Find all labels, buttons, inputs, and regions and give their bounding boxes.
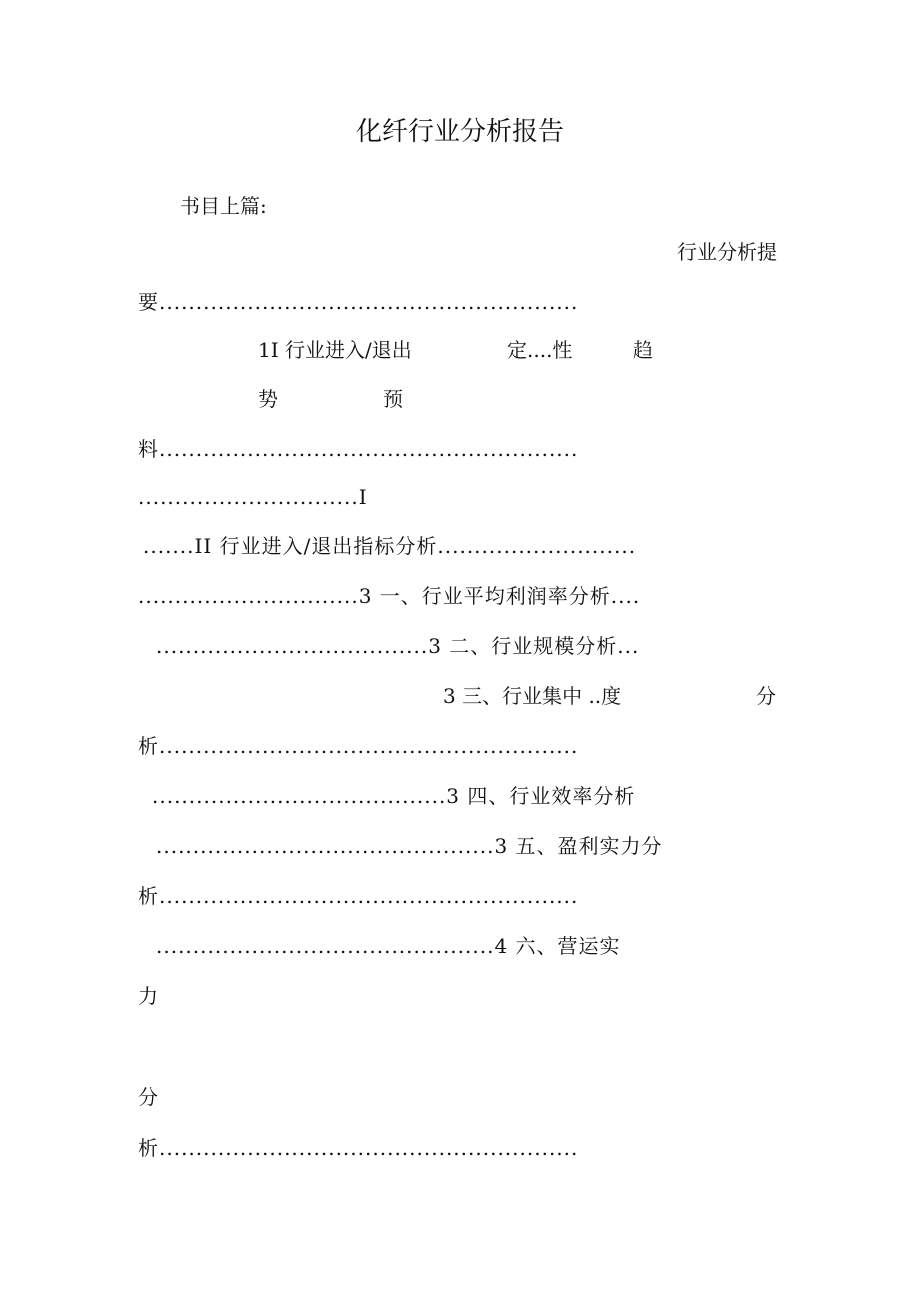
toc-line-5: 趋	[633, 338, 653, 362]
toc-line-18: 析.........................................................	[138, 884, 579, 908]
toc-line-10: .......II 行业进入/退出指标分析...........................	[143, 534, 637, 558]
toc-line-1: 行业分析提	[677, 240, 777, 264]
page-title: 化纤行业分析报告	[355, 117, 564, 147]
toc-line-9: ..............................I	[138, 485, 368, 509]
toc-line-2: 要.........................................................	[138, 290, 579, 314]
toc-line-14: 分	[756, 684, 776, 708]
toc-heading: 书目上篇:	[180, 194, 267, 218]
toc-line-7: 预	[383, 387, 403, 411]
toc-line-16: ........................................3 四、行业效率分析	[152, 784, 636, 808]
toc-line-22: 析.........................................................	[138, 1136, 579, 1160]
toc-line-6: 势	[258, 387, 278, 411]
toc-line-4: 定....性	[507, 338, 573, 362]
toc-line-19: ..............................................4 六、营运实	[156, 934, 621, 958]
toc-line-8: 料.........................................................	[138, 437, 579, 461]
toc-line-17: ..............................................3 五、盈利实力分	[156, 834, 663, 858]
toc-line-21: 分	[138, 1085, 158, 1109]
toc-line-13: 3 三、行业集中 ..度	[443, 684, 622, 708]
toc-line-20: 力	[138, 984, 158, 1008]
toc-line-12: .....................................3 二、行业规模分析...	[156, 634, 640, 658]
toc-line-3: 1I 行业进入/退出	[258, 338, 412, 362]
toc-line-11: ..............................3 一、行业平均利润率分析....	[138, 584, 641, 608]
toc-line-15: 析.........................................................	[138, 734, 579, 758]
